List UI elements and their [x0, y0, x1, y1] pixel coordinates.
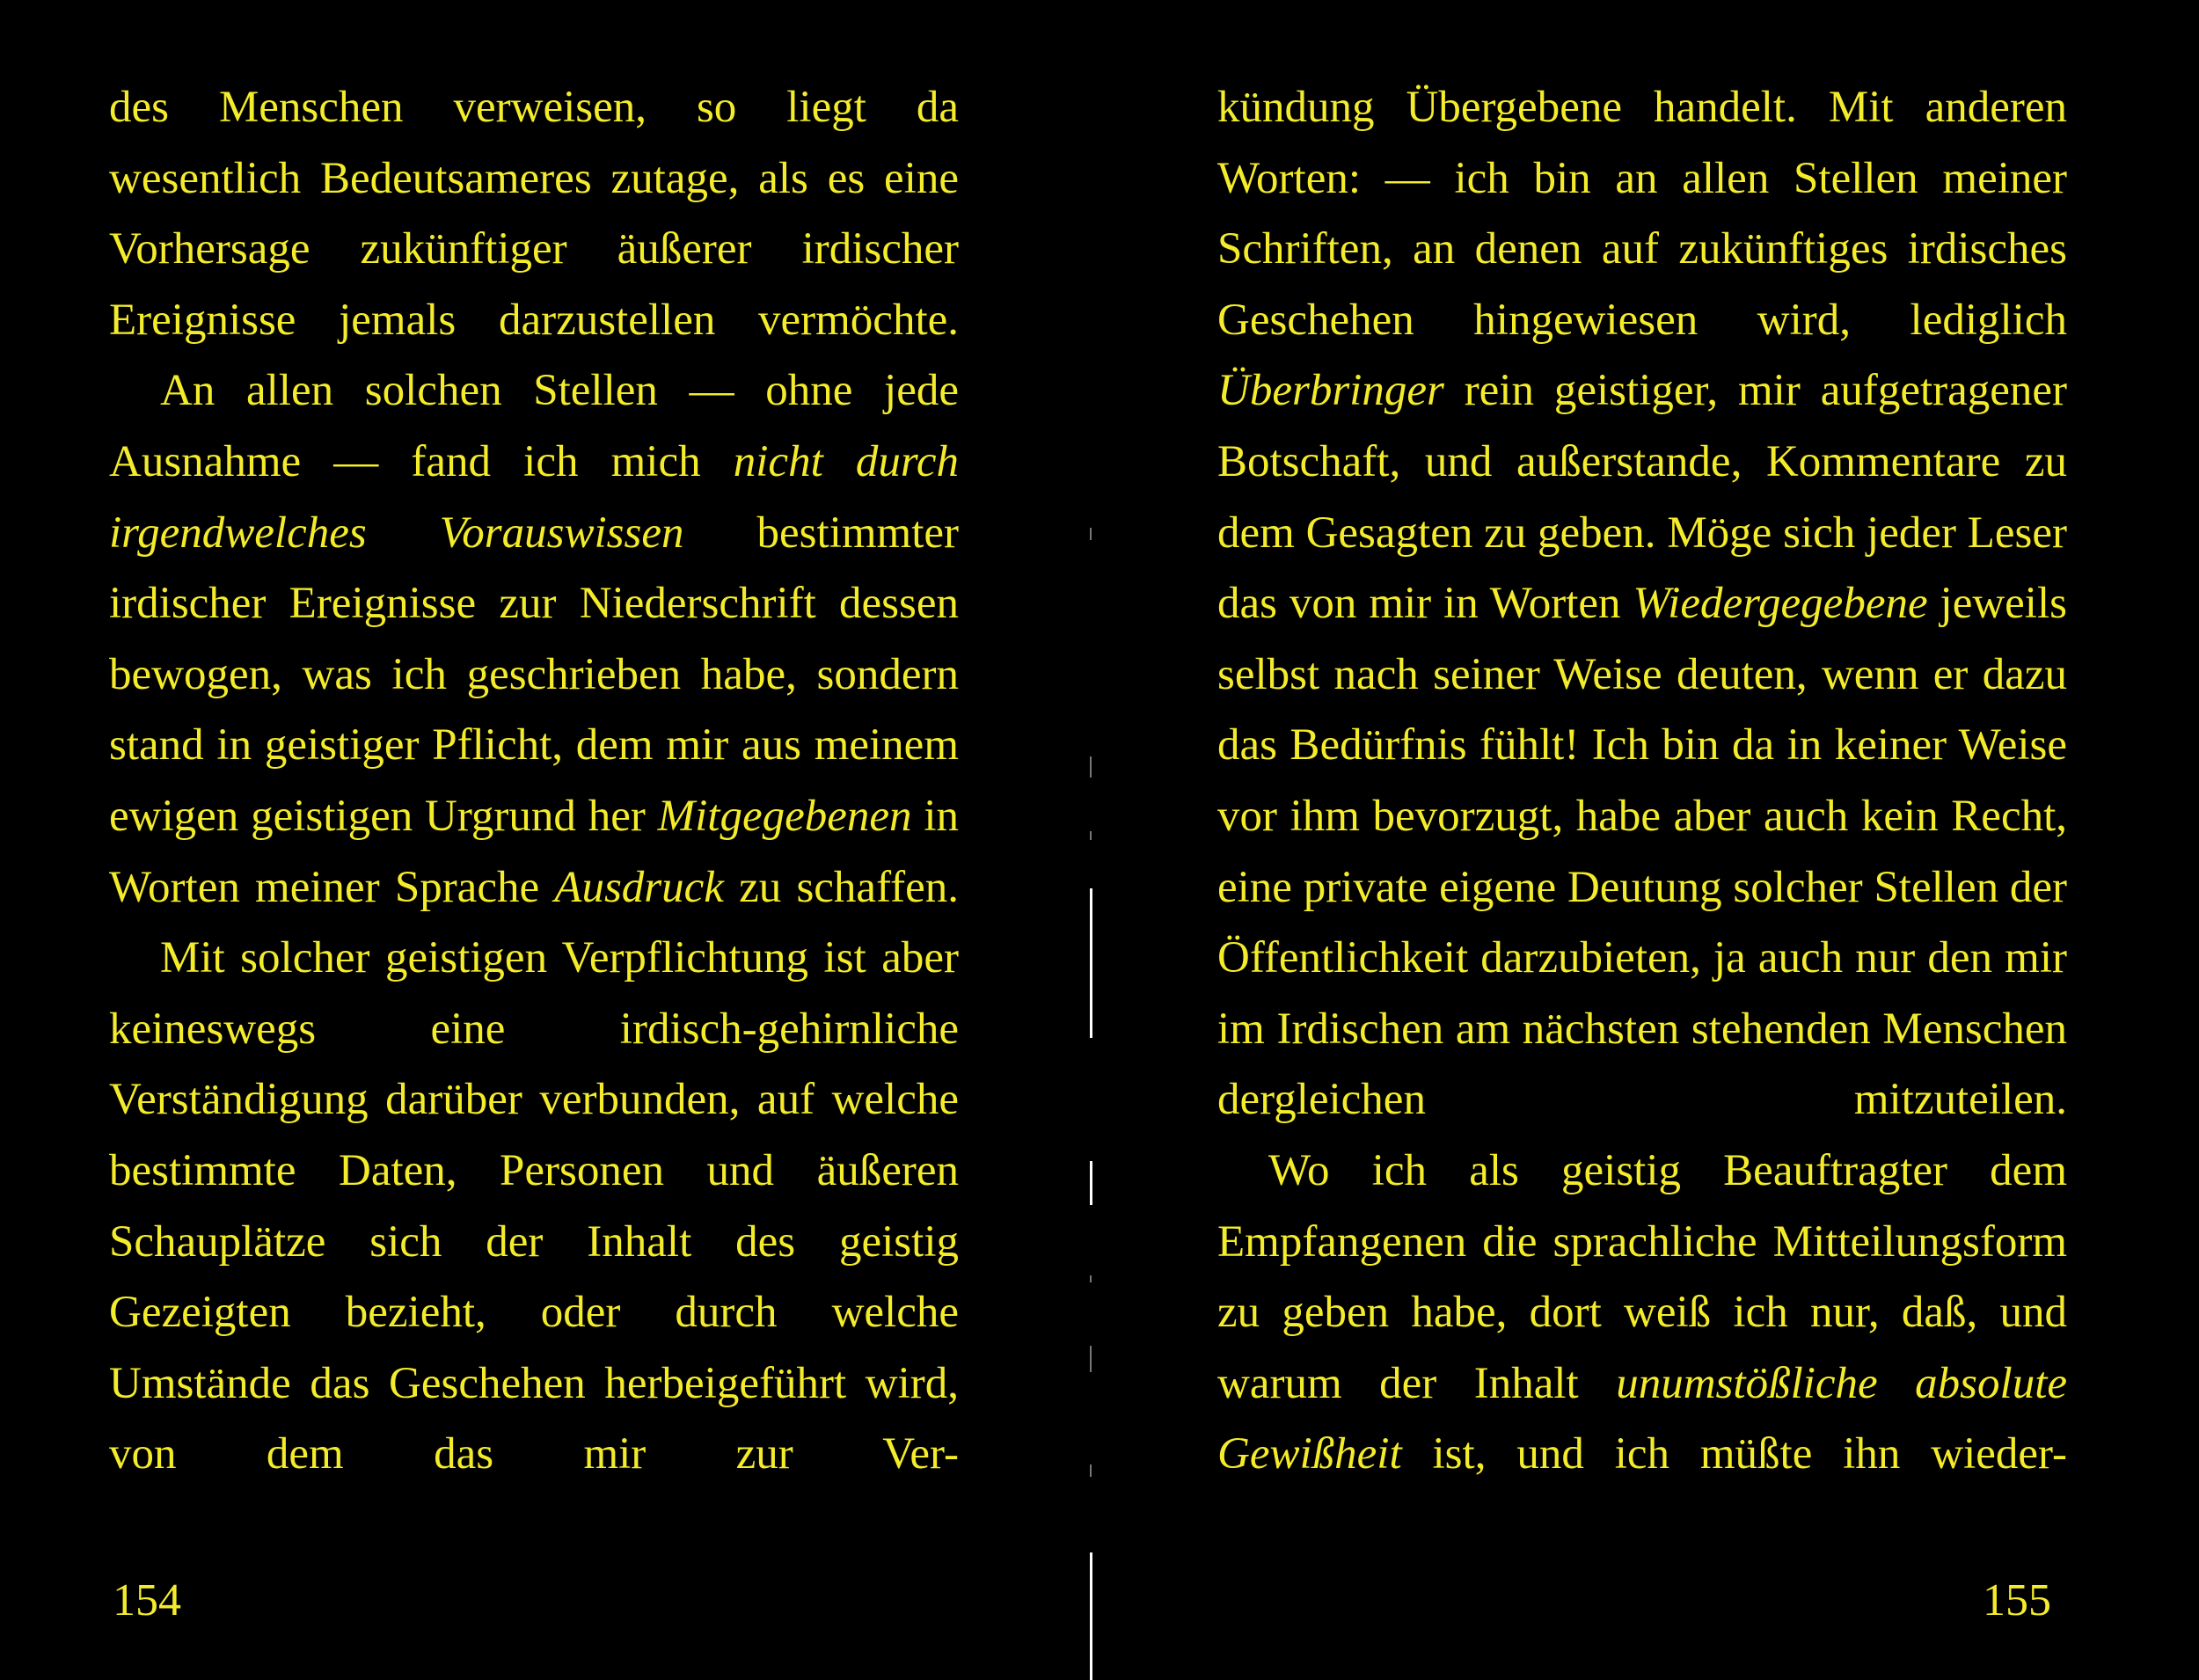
- gutter-line: [1090, 1275, 1092, 1282]
- left-paragraph-3: [109, 923, 959, 1490]
- gutter-line: [1090, 1552, 1092, 1680]
- text-run: jeweils selbst nach seiner Weise deuten, wenn er dazu das Bedürfnis fühlt! Ich bin da in keiner Weise vor ihm bevorzugt, habe aber auch kein Recht, eine private eigene Deutung solcher Stellen der Öffentlichkeit darzubieten, ja auch nur den mir im Irdischen am nächsten stehenden Menschen dergleichen mitzuteilen.: [1217, 579, 2067, 1125]
- gutter-line: [1090, 1465, 1092, 1477]
- text-run: An allen solchen Stellen — ohne jede Ausnahme — fand ich mich: [109, 366, 959, 486]
- gutter-line: [1090, 756, 1092, 778]
- left-page: [109, 72, 959, 1490]
- italic-run: Ausdruck: [554, 862, 724, 912]
- italic-run: unumstößliche absolute Gewißheit: [1217, 1358, 2068, 1479]
- gutter-line: [1090, 831, 1092, 840]
- text-run: kündung Übergebene handelt. Mit anderen Worten: — ich bin an allen Stellen meiner Schriften, an denen auf zukünftiges irdisches Geschehen hingewiesen wird, lediglich: [1217, 83, 2067, 345]
- text-run: ist, und ich müßte ihn wieder-: [1401, 1429, 2067, 1479]
- left-paragraph-1: [109, 72, 959, 355]
- left-paragraph-2: [109, 355, 959, 923]
- text-run: bestimmter irdischer Ereignisse zur Niederschrift dessen bewogen, was ich geschrieben habe, sondern stand in geistiger Pflicht, dem mir aus meinem ewigen geistigen Urgrund her: [109, 508, 959, 841]
- italic-run: Wiedergegebene: [1633, 579, 1928, 629]
- italic-run: nicht durch irgendwelches Vorauswissen: [109, 436, 959, 558]
- text-run: rein geistiger, mir aufgetragener Botschaft, und außerstande, Kommentare zu dem Gesagten zu geben. Möge sich jeder Leser das von mir in Worten: [1217, 366, 2067, 629]
- gutter-line: [1090, 888, 1092, 1038]
- gutter-line: [1090, 1161, 1092, 1205]
- right-paragraph-1: [1217, 72, 2067, 1136]
- text-run: zu schaffen.: [723, 862, 960, 912]
- text-run: Mit solcher geistigen Verpflichtung ist aber keineswegs eine irdisch-gehirnliche Verständigung darüber verbunden, auf welche bestimmte Daten, Personen und äußeren Schauplätze sich der Inhalt des geistig Gezeigten bezieht, oder durch welche Umstände das Geschehen herbeigeführt wird, von dem das mir zur Ver-: [109, 933, 959, 1479]
- gutter-line: [1090, 1346, 1092, 1372]
- text-run: Wo ich als geistig Beauftragter dem Empfangenen die sprachliche Mitteilungsform zu geben habe, dort weiß ich nur, daß, und warum der Inhalt: [1217, 1145, 2067, 1408]
- italic-run: Mitgegebenen: [657, 791, 912, 841]
- left-page-number: 154: [113, 1575, 181, 1625]
- right-page-number: 155: [1983, 1575, 2051, 1625]
- italic-run: Überbringer: [1217, 366, 1444, 416]
- text-run: des Menschen verweisen, so liegt da wesentlich Bedeutsameres zutage, als es eine Vorhersage zukünftiger äußerer irdischer Ereignisse jemals darzustellen vermöchte.: [109, 83, 959, 345]
- right-page: [1217, 72, 2067, 1490]
- text-run: in Worten meiner Sprache: [109, 791, 959, 912]
- right-paragraph-2: [1217, 1136, 2067, 1490]
- gutter-line: [1090, 528, 1092, 540]
